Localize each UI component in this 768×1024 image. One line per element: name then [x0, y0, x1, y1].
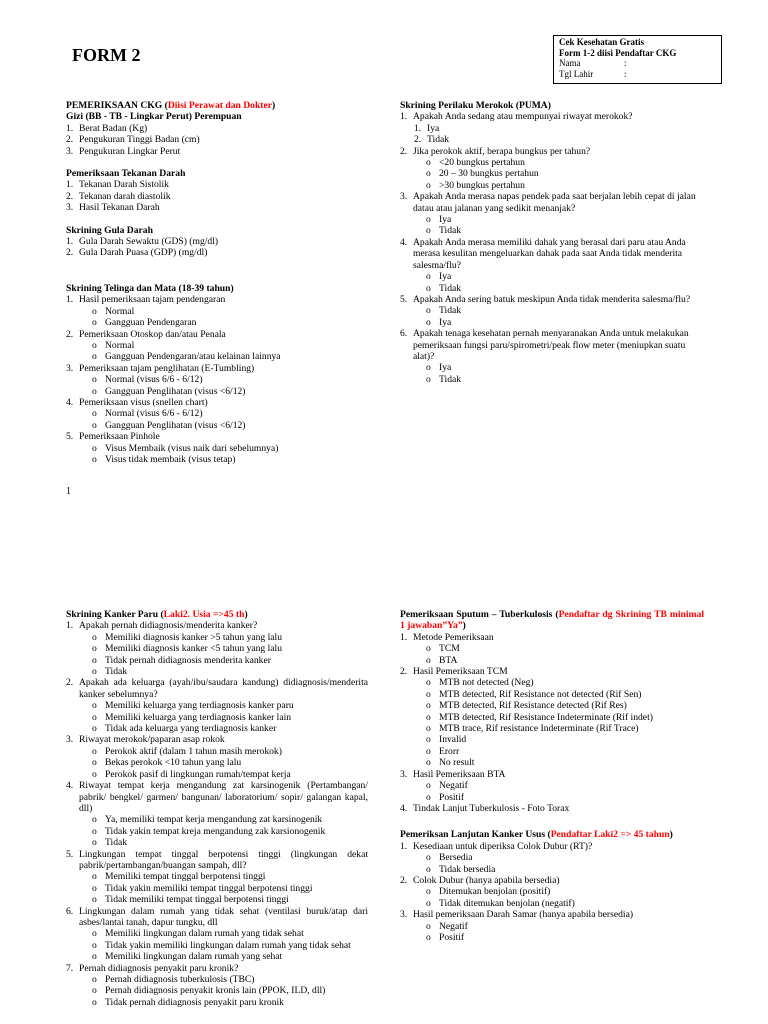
- option-item: o Tidak yakin memiliki tempat tinggal berpotensi tinggi: [79, 883, 368, 894]
- tgl-lahir-label: Tgl Lahir: [559, 68, 594, 79]
- list-item: 2. Tekanan darah diastolik: [66, 190, 171, 202]
- list-item: 1. Kesediaan untuk diperiksa Colok Dubur (RT)? o Bersedia o Tidak bersedia: [400, 841, 704, 875]
- option-item: o Normal (visus 6/6 - 6/12): [79, 374, 366, 385]
- list: [400, 111, 704, 385]
- option-item: o Normal: [79, 340, 366, 351]
- option-item: o Memiliki diagnosis kanker <5 tahun yang lalu: [79, 643, 368, 654]
- section-title: PEMERIKSAAN CKG (Diisi Perawat dan Dokter): [66, 100, 276, 111]
- header-box-line1: Cek Kesehatan Gratis: [559, 37, 644, 47]
- section-tekanan-darah: [66, 168, 366, 214]
- option-item: o Gangguan Penglihatan (visus <6/12): [79, 386, 366, 397]
- section-telinga-mata: [66, 283, 366, 466]
- section-title: Skrining Kanker Paru (Laki2. Usia =>45 th): [66, 609, 248, 620]
- option-list: [413, 886, 704, 909]
- list-item: 4. Riwayat tempat kerja mengandung zat karsinogenik (Pertambangan/ pabrik/ bengkel/ garmen/ bangunan/ laboratorium/ sopir/ galangan kapal, dll) o Ya, memiliki tempat kerja mengandung zat karsinogenik o Tidak yakin tempat kreja mengandung zak karsionogenik o Tidak: [66, 780, 368, 848]
- left-bottom-column: [66, 609, 368, 1019]
- list-item: 2. Colok Dubur (hanya apabila bersedia) o Ditemukan benjolan (positif) o Tidak ditemukan benjolan (negatif): [400, 875, 704, 909]
- option-list: [79, 928, 368, 962]
- page-number: 1: [66, 486, 71, 497]
- list-item: 2. Pemeriksaan Otoskop dan/atau Penala o Normal o Gangguan Pendengaran/atau kelainan lainnya: [66, 329, 366, 363]
- nama-separator: :: [624, 58, 627, 69]
- option-item: o Invalid: [413, 734, 704, 745]
- option-list: [413, 157, 704, 191]
- list-item: 1. Berat Badan (Kg): [66, 122, 148, 134]
- nama-label: Nama: [559, 58, 581, 69]
- list-item: 1. Gula Darah Sewaktu (GDS) (mg/dl): [66, 236, 219, 248]
- option-item: o Tidak: [79, 837, 368, 848]
- list-item: 2. Hasil Pemeriksaan TCM o MTB not detected (Neg) o MTB detected, Rif Resistance not detected (Rif Sen) o MTB detected, Rif Resistance detected (Rif Res) o MTB detected, Rif Resistance Indeterminate (Rif indet) o MTB trace, Rif resistance Indeterminate (Rif Trace) o Invalid o Erorr o No result: [400, 666, 704, 769]
- option-item: o Visus tidak membaik (visus tetap): [79, 454, 366, 465]
- option-list: [79, 814, 368, 848]
- tgl-lahir-separator: :: [624, 68, 627, 79]
- list-item: 3. Hasil Tekanan Darah: [66, 202, 160, 214]
- option-item: o Tidak: [413, 283, 704, 294]
- list-item: 4. Pemeriksaan visus (snellen chart) o Normal (visus 6/6 - 6/12) o Gangguan Penglihatan (visus <6/12): [66, 397, 366, 431]
- list-item: 6. Apakah tenaga kesehatan pernah menyaranakan Anda untuk melakukan pemeriksaan fungsi paru/spirometri/peak flow meter (meniupkan suatu alat)? o Iya o Tidak: [400, 328, 704, 385]
- list-item: 4. Tindak Lanjut Tuberkulosis - Foto Torax: [400, 802, 570, 814]
- option-item: o Tidak ditemukan benjolan (negatif): [413, 898, 704, 909]
- right-top-column: [400, 100, 704, 396]
- option-item: o TCM: [413, 643, 704, 654]
- list-item: 1. Apakah pernah didiagnosis/menderita kanker? o Memiliki diagnosis kanker >5 tahun yang lalu o Memiliki diagnosis kanker <5 tahun yang lalu o Tidak pernah didiagnosis menderita kanker o Tidak: [66, 620, 368, 677]
- option-list: [79, 374, 366, 397]
- section-puma: [400, 100, 704, 385]
- list-item: 3. Pemeriksaan tajam penglihatan (E-Tumbling) o Normal (visus 6/6 - 6/12) o Gangguan Penglihatan (visus <6/12): [66, 363, 366, 397]
- section-sputum-tb: [400, 609, 704, 814]
- option-item: o Tidak yakin memiliki lingkungan dalam rumah yang tidak sehat: [79, 940, 368, 951]
- option-item: o Perokok aktif (dalam 1 tahun masih merokok): [79, 746, 368, 757]
- option-item: o Pernah didiagnosis penyakit kronis lain (PPOK, ILD, dll): [79, 985, 368, 996]
- list-item: 7. Pernah didiagnosis penyakit paru kronik? o Pernah didiagnosis tuberkulosis (TBC) o Pernah didiagnosis penyakit kronis lain (PPOK, ILD, dll) o Tidak pernah didiagnosis penyakit paru kronik: [66, 963, 368, 1009]
- option-item: 1. Iya: [414, 122, 440, 134]
- list-item: 4. Apakah Anda merasa memiliki dahak yang berasal dari paru atau Anda merasa kesulitan mengeluarkan dahak pada saat Anda tidak menderita salesma/flu? o Iya o Tidak: [400, 237, 704, 294]
- option-list: [79, 408, 366, 431]
- form-title: FORM 2: [72, 45, 141, 65]
- section-title: Pemeriksan Lanjutan Kanker Usus (Pendaftar Laki2 => 45 tahun): [400, 829, 673, 841]
- option-list: [79, 306, 366, 329]
- option-item: o Tidak: [413, 374, 704, 385]
- option-item: o Iya: [413, 271, 704, 282]
- option-item: o Tidak memiliki tempat tinggal berpotensi tinggi: [79, 894, 368, 905]
- option-item: o Negatif: [413, 780, 704, 791]
- option-item: o Ditemukan benjolan (positif): [413, 886, 704, 897]
- option-list: [79, 443, 366, 466]
- option-item: o Negatif: [413, 921, 704, 932]
- list-item: 3. Hasil Pemeriksaan BTA o Negatif o Positif: [400, 769, 704, 803]
- list: [66, 294, 366, 465]
- option-item: o Iya: [413, 214, 704, 225]
- option-item: o MTB detected, Rif Resistance detected (Rif Res): [413, 700, 704, 711]
- option-item: o Memiliki keluarga yang terdiagnosis kanker paru: [79, 700, 368, 711]
- section-kanker-usus: [400, 829, 704, 943]
- list-item: 1. Tekanan Darah Sistolik: [66, 179, 169, 191]
- option-item: o Bekas perokok <10 tahun yang lalu: [79, 757, 368, 768]
- list-item: 6. Lingkungan dalam rumah yang tidak sehat (ventilasi buruk/atap dari asbes/lantai tanah, dapur tungku, dll o Memiliki lingkungan dalam rumah yang tidak sehat o Tidak yakin memiliki lingkungan dalam rumah yang tidak sehat o Memiliki lingkungan dalam rumah yang sehat: [66, 906, 368, 963]
- option-item: o Normal (visus 6/6 - 6/12): [79, 408, 366, 419]
- section-title: Skrining Perilaku Merokok (PUMA): [400, 100, 551, 111]
- section-kanker-paru: [66, 609, 368, 1008]
- option-list: [79, 700, 368, 734]
- header-box-line2: Form 1-2 diisi Pendaftar CKG: [559, 47, 677, 58]
- option-list: [79, 974, 368, 1008]
- option-item: o Tidak pernah didiagnosis penyakit paru kronik: [79, 997, 368, 1008]
- list-item: 2. Jika perokok aktif, berapa bungkus per tahun? o <20 bungkus pertahun o 20 – 30 bungkus pertahun o >30 bungkus pertahun: [400, 146, 704, 192]
- option-list: [413, 921, 704, 944]
- list-item: 5. Apakah Anda sering batuk meskipun Anda tidak menderita salesma/flu? o Tidak o Iya: [400, 294, 704, 328]
- option-item: o Memiliki tempat tinggal berpotensi tinggi: [79, 871, 368, 882]
- option-item: o Memiliki keluarga yang terdiagnosis kanker lain: [79, 712, 368, 723]
- option-item: o Gangguan Pendengaran/atau kelainan lainnya: [79, 351, 366, 362]
- option-item: o Gangguan Pendengaran: [79, 317, 366, 328]
- list: [400, 632, 704, 815]
- header-box: [553, 35, 722, 84]
- option-item: o Memiliki diagnosis kanker >5 tahun yang lalu: [79, 632, 368, 643]
- option-item: o Iya: [413, 317, 704, 328]
- option-item: o >30 bungkus pertahun: [413, 180, 704, 191]
- list-item: 2. Gula Darah Puasa (GDP) (mg/dl): [66, 247, 208, 259]
- list-item: 2. Pengukuran Tinggi Badan (cm): [66, 134, 200, 146]
- option-item: o Positif: [413, 932, 704, 943]
- numbered-option-list: [413, 123, 704, 146]
- list-item: 3. Apakah Anda merasa napas pendek pada saat berjalan lebih cepat di jalan datau atau jalanan yang sedikit menanjak? o Iya o Tidak: [400, 191, 704, 237]
- option-list: [413, 780, 704, 803]
- list-item: 1. Hasil pemeriksaan tajam pendengaran o Normal o Gangguan Pendengaran: [66, 294, 366, 328]
- list-item: 1. Metode Pemeriksaan o TCM o BTA: [400, 632, 704, 666]
- option-item: o BTA: [413, 655, 704, 666]
- section-gula-darah: [66, 225, 366, 259]
- option-item: o Tidak: [413, 225, 704, 236]
- section-title: Pemeriksaan Sputum – Tuberkulosis (Pendaftar dg Skrining TB minimal 1 jawaban”Ya”): [400, 609, 704, 632]
- option-list: [79, 871, 368, 905]
- section-title: Skrining Gula Darah: [66, 224, 153, 236]
- section-ckg: [66, 100, 366, 157]
- option-list: [79, 340, 366, 363]
- right-bottom-column: [400, 609, 704, 954]
- header-box-tgl-row: [559, 69, 716, 80]
- option-item: o Perokok pasif di lingkungan rumah/tempat kerja: [79, 769, 368, 780]
- option-item: o Tidak pernah didiagnosis menderita kanker: [79, 655, 368, 666]
- list: [66, 123, 366, 157]
- section-title: Skrining Telinga dan Mata (18-39 tahun): [66, 282, 234, 294]
- option-item: o MTB detected, Rif Resistance Indeterminate (Rif indet): [413, 712, 704, 723]
- option-item: o Gangguan Penglihatan (visus <6/12): [79, 420, 366, 431]
- option-list: [79, 746, 368, 780]
- option-item: o Tidak: [413, 305, 704, 316]
- option-item: o Tidak: [79, 666, 368, 677]
- option-list: [413, 852, 704, 875]
- option-list: [413, 677, 704, 768]
- section-title: Pemeriksaan Tekanan Darah: [66, 168, 186, 180]
- option-item: o Memiliki lingkungan dalam rumah yang sehat: [79, 951, 368, 962]
- list: [66, 236, 366, 259]
- header-box-nama-row: [559, 58, 716, 69]
- option-item: o Tidak ada keluarga yang terdiagnosis kanker: [79, 723, 368, 734]
- option-item: o Positif: [413, 792, 704, 803]
- option-item: o Tidak yakin tempat kreja mengandung zak karsionogenik: [79, 826, 368, 837]
- list-item: 3. Pengukuran Lingkar Perut: [66, 145, 181, 157]
- option-item: 2. Tidak: [414, 134, 450, 146]
- option-item: o No result: [413, 757, 704, 768]
- option-item: o Memiliki lingkungan dalam rumah yang tidak sehat: [79, 928, 368, 939]
- option-item: o Iya: [413, 362, 704, 373]
- option-item: o Normal: [79, 306, 366, 317]
- list-item: 2. Apakah ada keluarga (ayah/ibu/saudara kandung) didiagnosis/menderita kanker sebelumnya? o Memiliki keluarga yang terdiagnosis kanker paru o Memiliki keluarga yang terdiagnosis kanker lain o Tidak ada keluarga yang terdiagnosis kanker: [66, 677, 368, 734]
- option-item: o Bersedia: [413, 852, 704, 863]
- section-subtitle: Gizi (BB - TB - Lingkar Perut) Perempuan: [66, 111, 242, 123]
- option-item: o Visus Membaik (visus naik dari sebelumnya): [79, 443, 366, 454]
- option-list: [413, 643, 704, 666]
- list: [400, 841, 704, 944]
- option-list: [413, 362, 704, 385]
- list-item: 5. Lingkungan tempat tinggal berpotensi tinggi (lingkungan dekat pabrik/pertambangan/buangan sampah, dll? o Memiliki tempat tinggal berpotensi tinggi o Tidak yakin memiliki tempat tinggal berpotensi tinggi o Tidak memiliki tempat tinggal berpotensi tinggi: [66, 849, 368, 906]
- left-top-column: [66, 100, 366, 476]
- option-list: [79, 632, 368, 678]
- list-item: 3. Riwayat merokok/paparan asap rokok o Perokok aktif (dalam 1 tahun masih merokok) o Bekas perokok <10 tahun yang lalu o Perokok pasif di lingkungan rumah/tempat kerja: [66, 734, 368, 780]
- option-list: [413, 305, 704, 328]
- option-item: o MTB detected, Rif Resistance not detected (Rif Sen): [413, 689, 704, 700]
- option-item: o Erorr: [413, 746, 704, 757]
- list: [66, 179, 366, 213]
- option-item: o MTB not detected (Neg): [413, 677, 704, 688]
- list: [66, 620, 368, 1008]
- option-item: o Tidak bersedia: [413, 864, 704, 875]
- option-list: [413, 271, 704, 294]
- option-item: o Ya, memiliki tempat kerja mengandung zat karsinogenik: [79, 814, 368, 825]
- option-item: o 20 – 30 bungkus pertahun: [413, 168, 704, 179]
- list-item: 1. Apakah Anda sedang atau mempunyai riwayat merokok? 1. Iya 2. Tidak: [400, 111, 704, 145]
- list-item: 3. Hasil pemeriksaan Darah Samar (hanya apabila bersedia) o Negatif o Positif: [400, 909, 704, 943]
- list-item: 5. Pemeriksaan Pinhole o Visus Membaik (visus naik dari sebelumnya) o Visus tidak membaik (visus tetap): [66, 431, 366, 465]
- option-list: [413, 214, 704, 237]
- option-item: o Pernah didiagnosis tuberkulosis (TBC): [79, 974, 368, 985]
- option-item: o <20 bungkus pertahun: [413, 157, 704, 168]
- option-item: o MTB trace, Rif resistance Indeterminate (Rif Trace): [413, 723, 704, 734]
